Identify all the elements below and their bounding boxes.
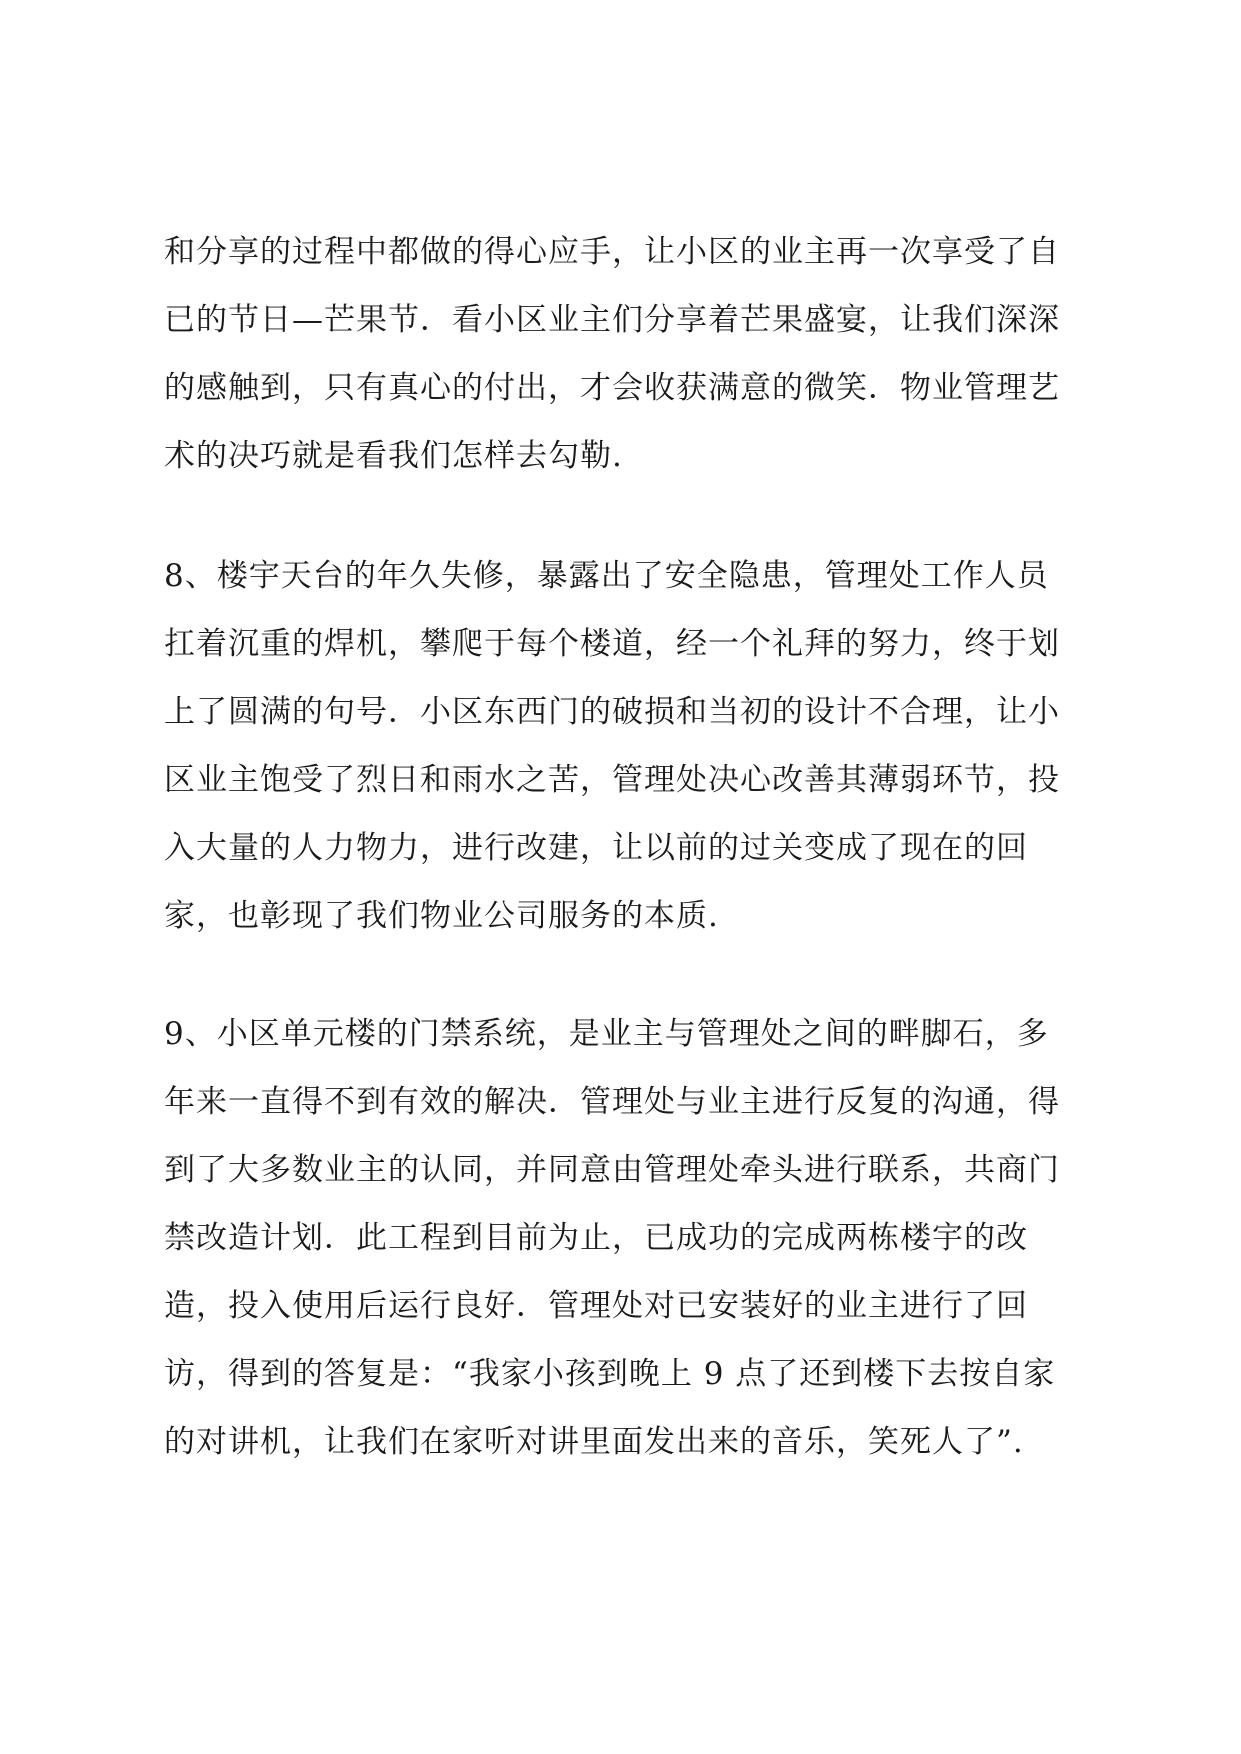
text-line: 访，得到的答复是：“我家小孩到晚上 9 点了还到楼下去按自家 — [164, 1356, 1056, 1392]
text-line: 入大量的人力物力，进行改建，让以前的过关变成了现在的回 — [164, 830, 1028, 866]
text-line: 9、小区单元楼的门禁系统，是业主与管理处之间的畔脚石，多 — [164, 1016, 1049, 1052]
paragraph-9 — [164, 1000, 1104, 1476]
text-line: 8、楼宇天台的年久失修，暴露出了安全隐患，管理处工作人员 — [164, 558, 1049, 594]
text-line: 扛着沉重的焊机，攀爬于每个楼道，经一个礼拜的努力，终于划 — [164, 626, 1060, 662]
text-line: 禁改造计划．此工程到目前为止，已成功的完成两栋楼宇的改 — [164, 1220, 1028, 1256]
text-line: 造，投入使用后运行良好．管理处对已安装好的业主进行了回 — [164, 1288, 1028, 1324]
text-line: 术的决巧就是看我们怎样去勾勒. — [164, 438, 623, 474]
text-line: 区业主饱受了烈日和雨水之苦，管理处决心改善其薄弱环节，投 — [164, 762, 1060, 798]
text-line: 年来一直得不到有效的解决．管理处与业主进行反复的沟通，得 — [164, 1084, 1060, 1120]
text-line: 的感触到，只有真心的付出，才会收获满意的微笑．物业管理艺 — [164, 370, 1060, 406]
paragraph-1 — [164, 218, 1104, 490]
text-line: 已的节日—芒果节．看小区业主们分享着芒果盛宴，让我们深深 — [164, 302, 1060, 338]
text-line: 家，也彰现了我们物业公司服务的本质. — [164, 898, 719, 934]
text-line: 到了大多数业主的认同，并同意由管理处牵头进行联系，共商门 — [164, 1152, 1060, 1188]
text-line: 的对讲机，让我们在家听对讲里面发出来的音乐，笑死人了”. — [164, 1424, 1024, 1460]
paragraph-8 — [164, 542, 1104, 950]
text-line: 上了圆满的句号．小区东西门的破损和当初的设计不合理，让小 — [164, 694, 1060, 730]
text-line: 和分享的过程中都做的得心应手，让小区的业主再一次享受了自 — [164, 234, 1060, 270]
